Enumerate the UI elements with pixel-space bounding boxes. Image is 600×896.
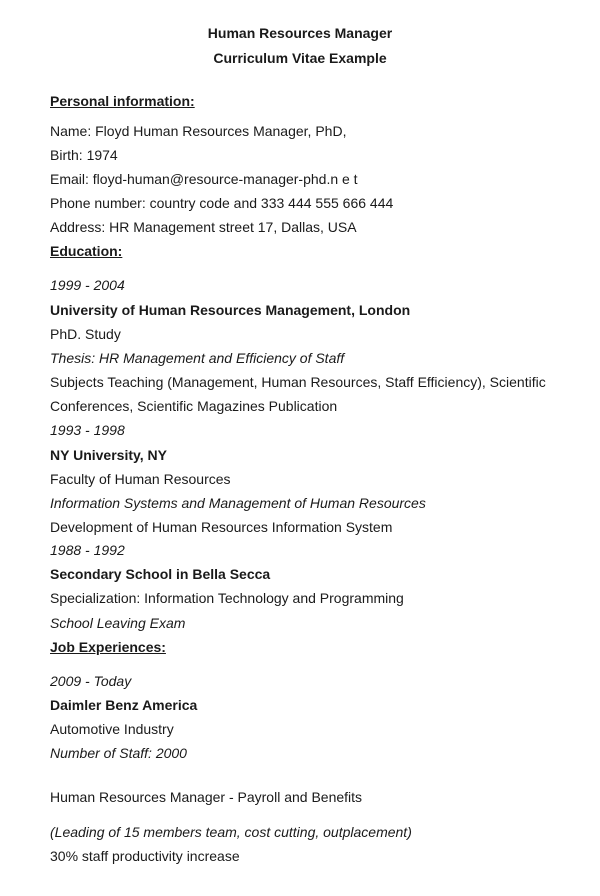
personal-name: Name: Floyd Human Resources Manager, PhD, [50,123,347,139]
education-thesis: Thesis: HR Management and Efficiency of Staff [50,350,345,366]
education-field: Information Systems and Management of Human Resources [50,495,426,511]
personal-address: Address: HR Management street 17, Dallas, USA [50,219,357,235]
personal-info-heading: Personal information: [50,93,195,109]
education-school: Secondary School in Bella Secca [50,566,271,582]
document-title: Human Resources Manager [207,25,393,41]
education-exam: School Leaving Exam [50,615,186,631]
personal-birth: Birth: 1974 [50,147,118,163]
education-subjects: Subjects Teaching (Management, Human Resources, Staff Efficiency), Scientific [50,374,546,390]
education-faculty: Faculty of Human Resources [50,471,231,487]
job-details: (Leading of 15 members team, cost cutting, outplacement) [50,824,412,840]
job-position: Human Resources Manager - Payroll and Benefits [50,789,363,805]
job-experiences-heading: Job Experiences: [50,639,166,655]
education-period: 1988 - 1992 [50,542,125,558]
job-achievement: 30% staff productivity increase [50,848,240,864]
document-subtitle: Curriculum Vitae Example [213,50,387,66]
job-staff-count: Number of Staff: 2000 [50,745,187,761]
education-heading: Education: [50,243,123,259]
job-period: 2009 - Today [50,673,132,689]
job-company: Daimler Benz America [50,697,198,713]
education-project: Development of Human Resources Information System [50,519,393,535]
personal-phone: Phone number: country code and 333 444 555 666 444 [50,195,394,211]
job-industry: Automotive Industry [50,721,174,737]
education-period: 1993 - 1998 [50,422,125,438]
education-subjects-continued: Conferences, Scientific Magazines Publication [50,398,338,414]
education-school: NY University, NY [50,447,167,463]
education-period: 1999 - 2004 [50,277,125,293]
education-school: University of Human Resources Management, London [50,302,411,318]
education-specialization: Specialization: Information Technology and Programming [50,590,404,606]
personal-email: Email: floyd-human@resource-manager-phd.n e t [50,171,358,187]
education-degree: PhD. Study [50,326,121,342]
